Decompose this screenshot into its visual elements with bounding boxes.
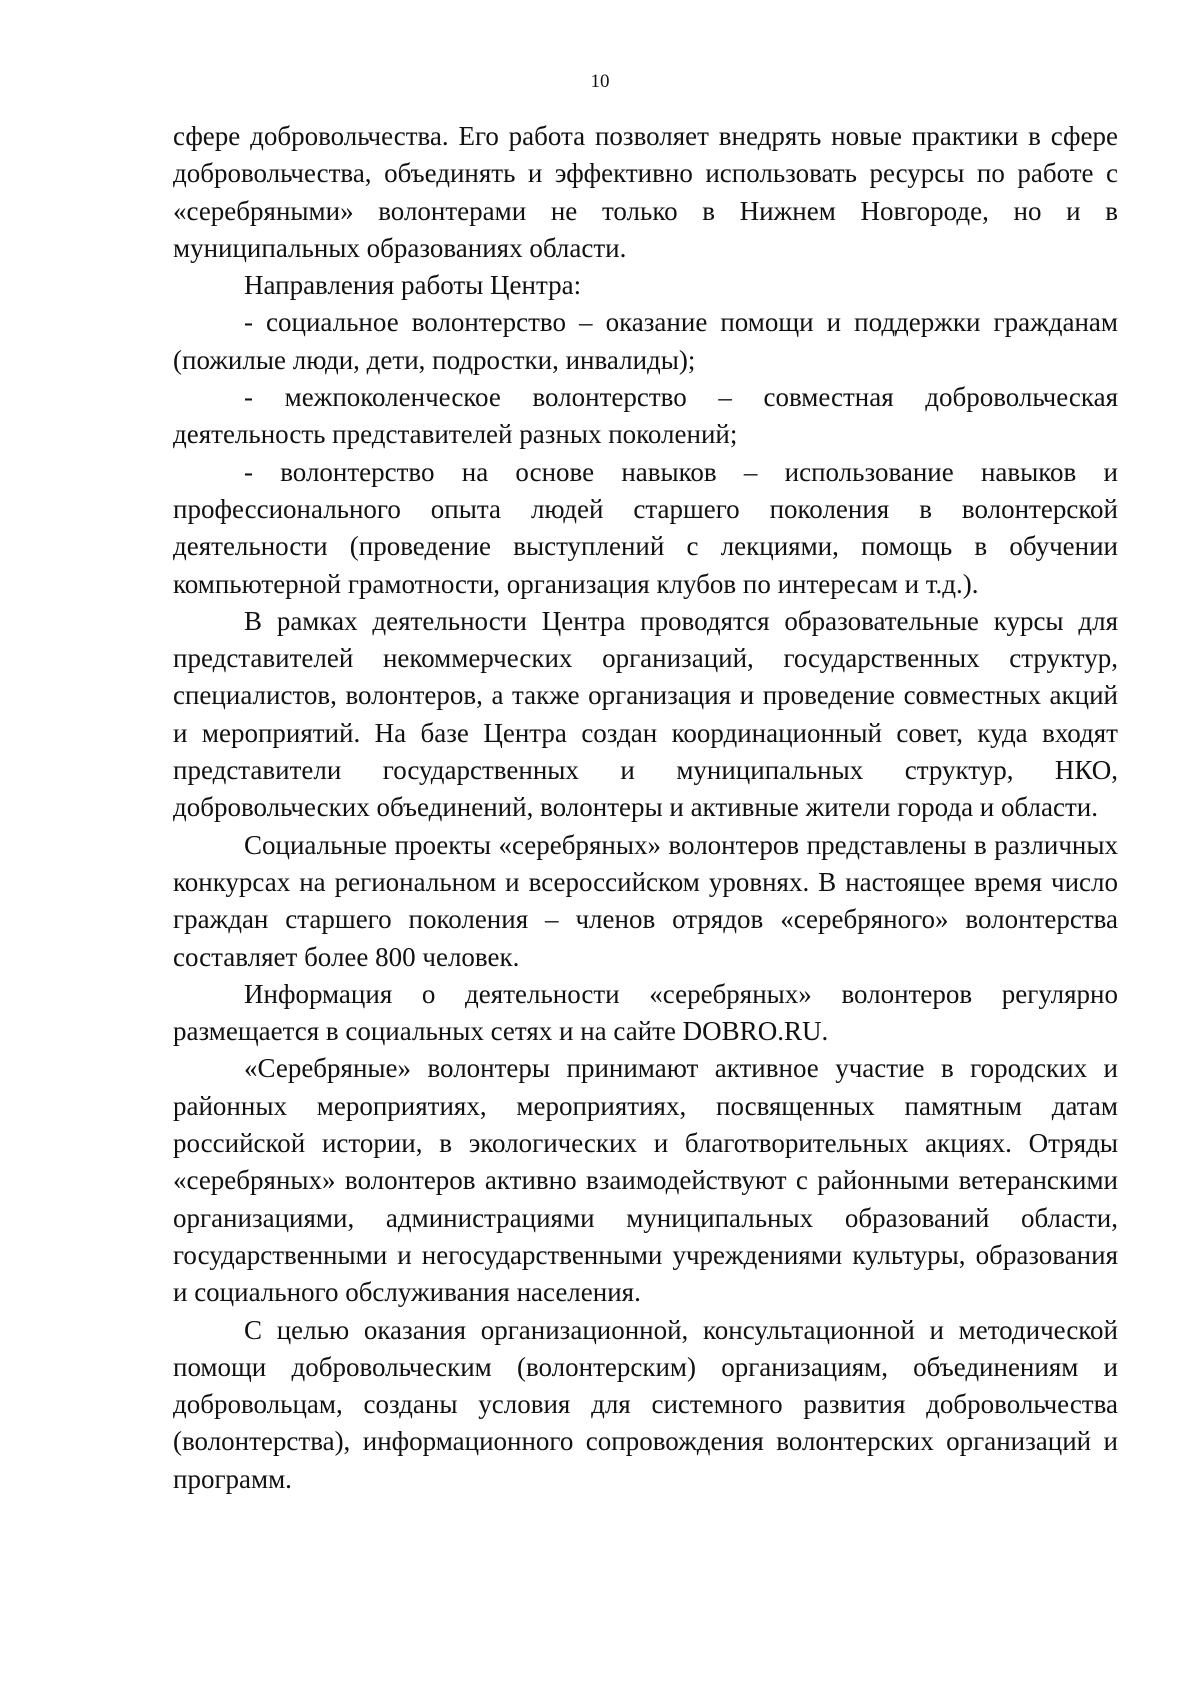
paragraph-social-volunteering: - социальное волонтерство – оказание помощи и поддержки гражданам (пожилые люди, дети, подростки, инвалиды);	[173, 307, 1118, 375]
paragraph-center-activities: В рамках деятельности Центра проводятся образовательные курсы для представителей некоммерческих организаций, государственных структур, специалистов, волонтеров, а также организация и проведение совместных акций и мероприятий. На базе Центра создан координационный совет, куда входят представители государственных и муниципальных структур, НКО, добровольческих объединений, волонтеры и активные жители города и области.	[173, 605, 1118, 823]
page-number: 10	[590, 71, 610, 92]
paragraph-continuation: сфере добровольчества. Его работа позволяет внедрять новые практики в сфере добровольчества, объединять и эффективно использовать ресурсы по работе с «серебряными» волонтерами не только в Нижнем Новгороде, но и в муниципальных образованиях области.	[173, 121, 1118, 263]
paragraph-support-conditions: С целью оказания организационной, консультационной и методической помощи добровольческим (волонтерским) организациям, объединениям и добровольцам, созданы условия для системного развития добровольчества (волонтерства), информационного сопровождения волонтерских организаций и программ.	[173, 1314, 1118, 1494]
paragraph-intergenerational-volunteering: - межпоколенческое волонтерство – совместная добровольческая деятельность представителей разных поколений;	[173, 382, 1118, 450]
paragraph-skills-volunteering: - волонтерство на основе навыков – использование навыков и профессионального опыта людей старшего поколения в волонтерской деятельности (проведение выступлений с лекциями, помощь в обучении компьютерной грамотности, организация клубов по интересам и т.д.).	[173, 456, 1118, 599]
paragraph-directions-heading: Направления работы Центра:	[244, 270, 582, 301]
document-body	[173, 118, 1118, 1498]
paragraph-information: Информация о деятельности «серебряных» волонтеров регулярно размещается в социальных сетях и на сайте DOBRO.RU.	[173, 978, 1118, 1047]
paragraph-participation: «Серебряные» волонтеры принимают активное участие в городских и районных мероприятиях, мероприятиях, посвященных памятным датам российской истории, в экологических и благотворительных акциях. Отряды «серебряных» волонтеров активно взаимодействуют с районными ветеранскими организациями, администрациями муниципальных образований области, государственными и негосударственными учреждениями культуры, образования и социального обслуживания населения.	[173, 1053, 1118, 1308]
paragraph-social-projects: Социальные проекты «серебряных» волонтеров представлены в различных конкурсах на региональном и всероссийском уровнях. В настоящее время число граждан старшего поколения – членов отрядов «серебряного» волонтерства составляет более 800 человек.	[173, 829, 1118, 972]
